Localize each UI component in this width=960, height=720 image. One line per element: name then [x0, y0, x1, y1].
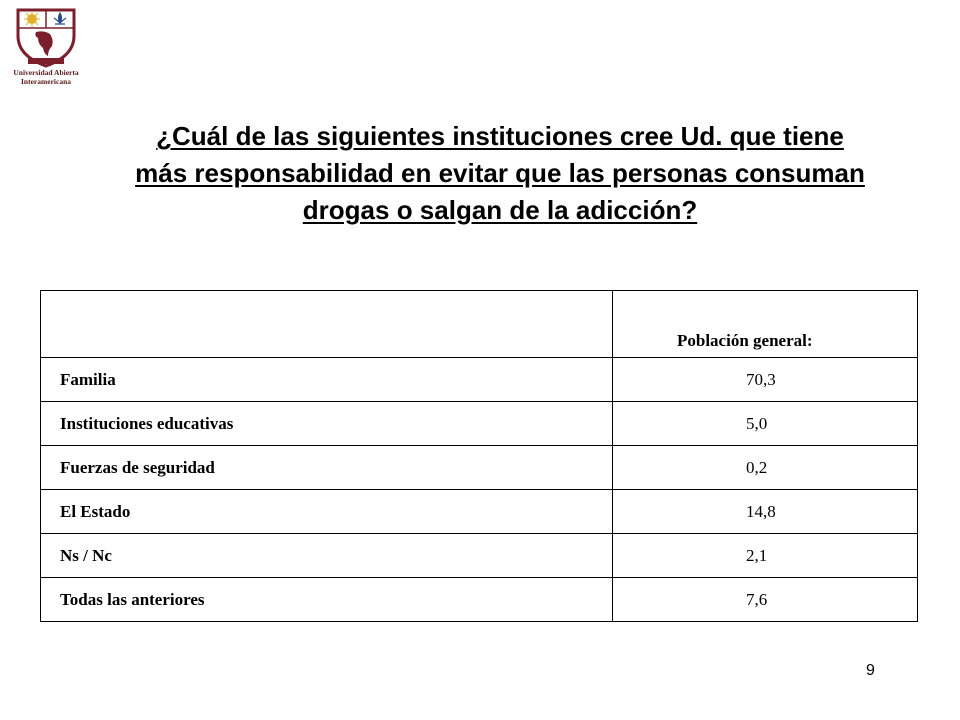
table-row — [41, 446, 918, 490]
row-value: 2,1 — [613, 534, 918, 578]
table-row — [41, 578, 918, 622]
row-label: Fuerzas de seguridad — [41, 446, 613, 490]
page-number: 9 — [866, 662, 875, 679]
results-table — [40, 290, 918, 622]
shield-icon — [8, 6, 84, 68]
title-line-1: ¿Cuál de las siguientes instituciones cree Ud. que tiene — [156, 121, 844, 151]
row-value: 70,3 — [613, 358, 918, 402]
table-row — [41, 534, 918, 578]
title-line-3: drogas o salgan de la adicción? — [302, 195, 698, 225]
table-header-row — [41, 291, 918, 358]
row-value: 5,0 — [613, 402, 918, 446]
row-label: Instituciones educativas — [41, 402, 613, 446]
row-value: 0,2 — [613, 446, 918, 490]
title-line-2: más responsabilidad en evitar que las personas consuman — [135, 158, 865, 188]
row-value: 14,8 — [613, 490, 918, 534]
logo-line-2: Interamericana — [21, 77, 71, 86]
table-header-empty-cell — [41, 291, 613, 358]
row-label: Familia — [41, 358, 613, 402]
row-label: El Estado — [41, 490, 613, 534]
table-row — [41, 490, 918, 534]
column-header: Población general: — [613, 291, 918, 358]
university-logo — [8, 6, 84, 90]
row-value: 7,6 — [613, 578, 918, 622]
row-label: Todas las anteriores — [41, 578, 613, 622]
table-row — [41, 402, 918, 446]
row-label: Ns / Nc — [41, 534, 613, 578]
page-title — [100, 118, 900, 229]
table-row — [41, 358, 918, 402]
logo-line-1: Universidad Abierta — [13, 68, 79, 77]
